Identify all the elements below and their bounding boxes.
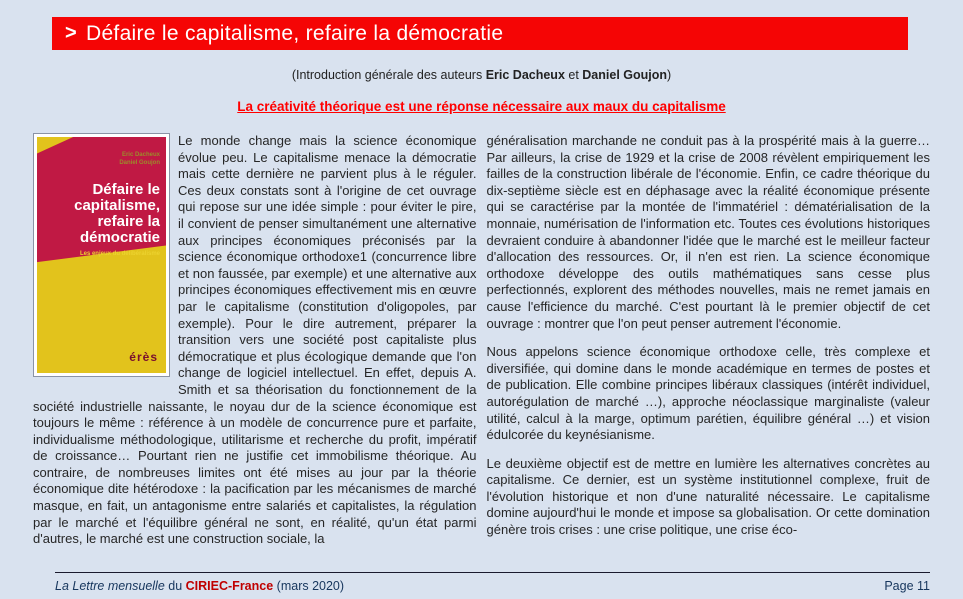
page-footer	[55, 572, 930, 593]
footer-du: du	[164, 579, 186, 593]
right-column-paragraph-3: Le deuxième objectif est de mettre en lumière les alternatives concrètes au capitalisme. Ce dernier, est un système institutionnel complexe, fruit de l'évolution historique et non d'une naturalité nécessaire. Le capitalisme domine aujourd'hui le monde et impose sa globalisation. Or cette domination génère trois crises : une crise politique, une crise éco-	[486, 455, 930, 538]
author-name-1: Eric Dacheux	[485, 68, 565, 82]
right-column-paragraph-1: généralisation marchande ne conduit pas à la prospérité mais à la guerre… Par ailleurs, la crise de 1929 et la crise de 2008 révèlent empiriquement les failles de la construction libérale de l'économie. Enfin, ce cadre théorique du dix-septième siècle est en déphasage avec la réalité économique présente qui se caractérise par la montée de l'immatériel : dématérialisation de la monnaie, numérisation de l'information etc. Toutes ces évolutions historiques devraient conduire à abandonner l'idée que le marché est le meilleur facteur d'allocation des ressources. Or, il n'en est rien. La science économique orthodoxe développe des outils mathématiques sans cesse plus perfectionnés, explorent des méthodes nouvelles, mais ne remet jamais en cause l'efficience du marché. C'est pourtant là le premier objectif de cet ouvrage : montrer que l'on peut penser autrement l'économie.	[486, 133, 930, 331]
publisher-logo: érès	[129, 349, 158, 364]
book-cover-subtitle: Les enjeux du délibéralisme	[79, 250, 160, 257]
article-right-column	[487, 133, 931, 560]
intro-line	[0, 68, 963, 82]
book-cover-title	[41, 182, 160, 258]
intro-suffix: )	[667, 68, 672, 82]
page-title: Défaire le capitalisme, refaire la démocratie	[85, 21, 504, 45]
book-title-line-1: Défaire le	[92, 180, 160, 198]
footer-newsletter-info	[55, 579, 344, 593]
book-title-line-3: refaire la	[97, 212, 160, 230]
book-cover-image	[33, 133, 170, 377]
left-column-paragraph: Le monde change mais la science économique évolue peu. Le capitalisme menace la démocratie mais cette dernière ne parvient plus à le réguler. Ces deux constats sont à l'origine de cet ouvrage qui repose sur une idée simple : pour éviter le pire, il convient de penser simultanément une alternative aux principes économiques préconisés par la science économique orthodoxe1 (concurrence libre et non faussée, par exemple) et une alternative aux principes économiques effectivement mis en œuvre par le capitalisme (constitution d'oligopoles, par exemple). Pour le dire autrement, préparer la transition vers une société post capitaliste plus démocratique et plus écologique demande que l'on change de logiciel intellectuel. En effet, depuis A. Smith et sa théorisation du fonctionnement de la société industrielle naissante, le noyau dur de la science économique est toujours le même : référence à un modèle de concurrence pure et parfaite, individualisme méthodologique, utilitarisme et recherche du profit, impératif de croissance… Pourtant rien ne justifie cet immobilisme théorique. Au contraire, de nombreuses limites ont été mises au jour par la théorie économique dite hétérodoxe : la pacification par les mécanismes de marché masque, en fait, un antagonisme entre salariés et capitalistes, la régulation par le marché et l'équilibre général ne sont, en réalité, qu'un état parmi d'autres, le marché est une construction sociale, la	[33, 133, 477, 547]
article-left-column	[33, 133, 477, 560]
article-body	[33, 133, 930, 560]
section-heading: La créativité théorique est une réponse nécessaire aux maux du capitalisme	[237, 99, 726, 114]
newsletter-name: La Lettre mensuelle	[55, 579, 165, 593]
chevron-icon: >	[65, 22, 77, 44]
page-number: Page 11	[884, 579, 930, 593]
book-author-2: Daniel Goujon	[119, 160, 160, 167]
page-title-bar	[52, 17, 908, 50]
footer-date: (mars 2020)	[273, 579, 345, 593]
book-cover-art	[37, 137, 166, 373]
intro-middle: et	[564, 68, 583, 82]
author-name-2: Daniel Goujon	[582, 68, 668, 82]
book-cover-authors	[119, 151, 160, 167]
book-title-line-4: démocratie	[79, 228, 160, 246]
book-author-1: Eric Dacheux	[121, 152, 160, 159]
right-column-paragraph-2: Nous appelons science économique orthodoxe celle, très complexe et diversifiée, qui domine dans le monde académique en termes de postes et de publication. Elle combine principes libéraux classiques (intérêt individuel, autorégulation de marché …), approche néoclassique marginaliste (valeur utilité, calcul à la marge, optimum parétien, équilibre général …) et vision édulcorée du keynésianisme.	[486, 344, 930, 443]
organization-name: CIRIEC-France	[185, 579, 274, 593]
intro-prefix: (Introduction générale des auteurs	[291, 68, 486, 82]
book-title-line-2: capitalisme,	[74, 196, 160, 214]
